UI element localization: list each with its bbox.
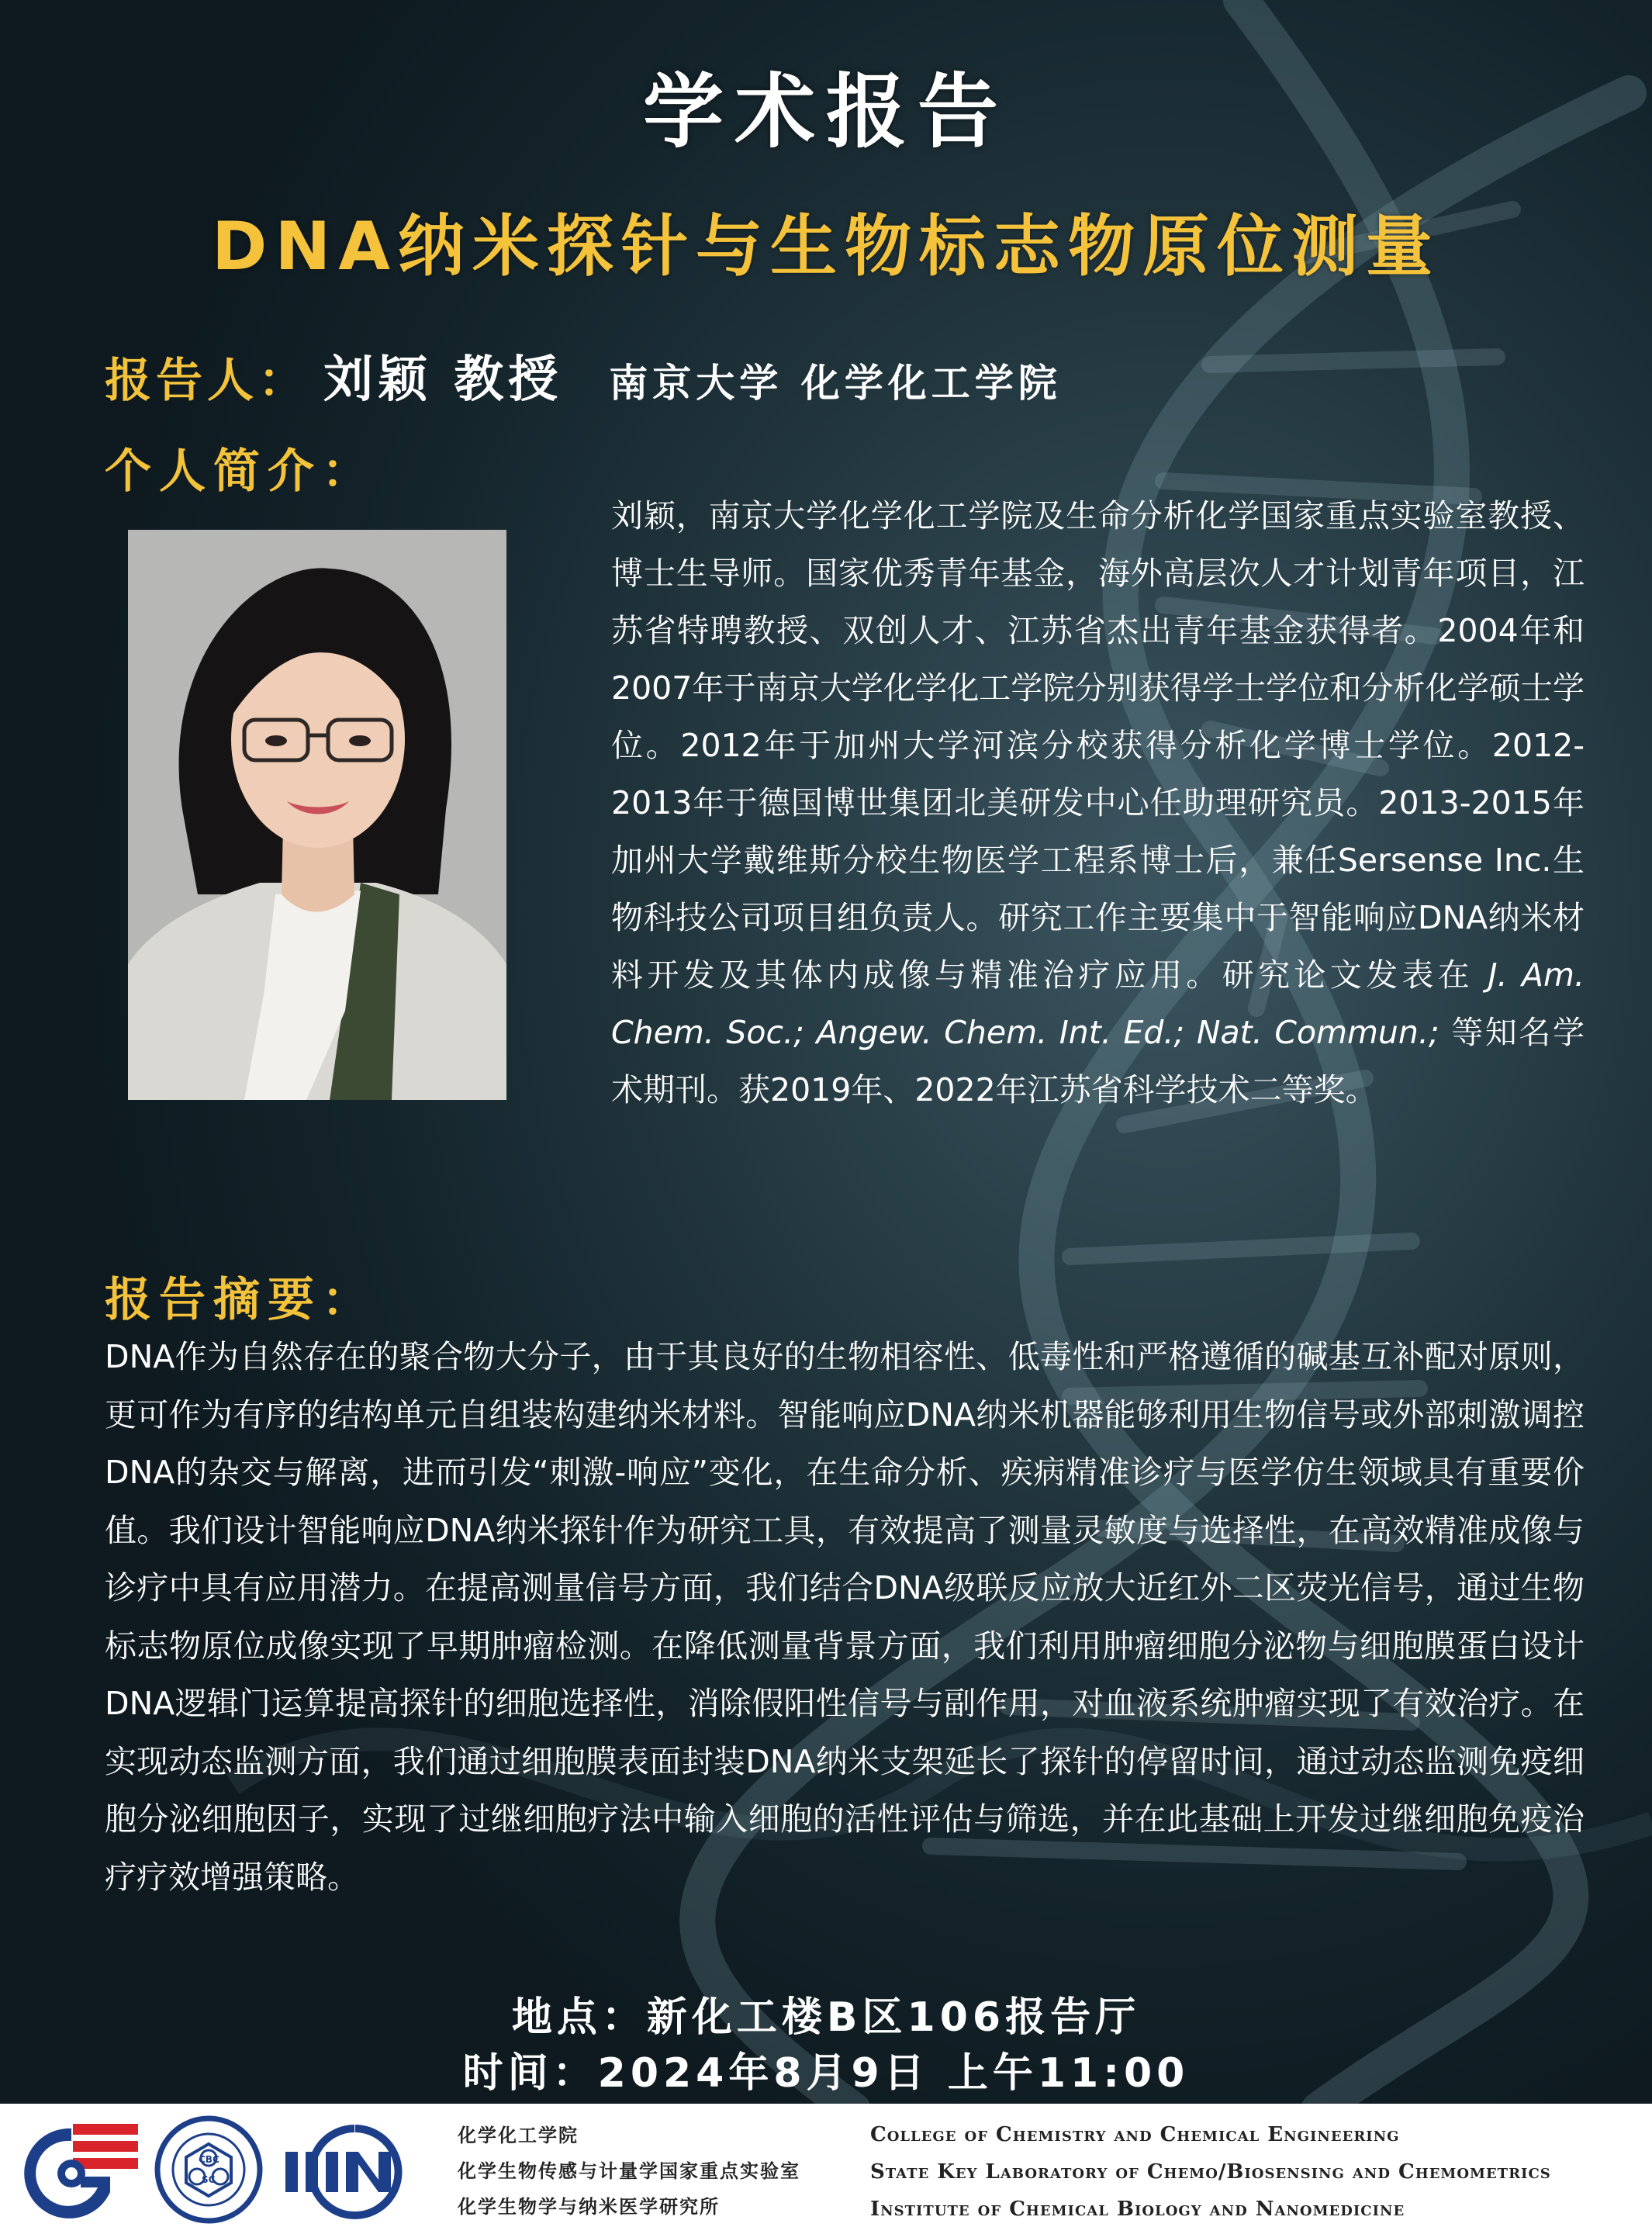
poster-title: 学术报告: [642, 64, 1009, 159]
seal-text-cbc: CBC: [199, 2154, 219, 2165]
event-venue: 地点：新化工楼B区106报告厅: [511, 1994, 1141, 2041]
abstract-heading: 报告摘要：: [105, 1273, 376, 1327]
bio-journals: J. Am. Chem. Soc.; Angew. Chem. Int. Ed.; Nat. Commun.;: [611, 956, 1585, 1051]
event-time: 时间：2024年8月9日 上午11:00: [462, 2050, 1190, 2097]
speaker-line: [105, 340, 1062, 411]
portrait-illustration: [128, 530, 506, 1100]
footer-en-line-2: State Key Laboratory of Chemo/Biosensing and Chemometrics: [870, 2160, 1551, 2184]
seal-text-sc: SC: [202, 2174, 216, 2185]
footer-en-names: [870, 2116, 1551, 2228]
abstract-text: DNA作为自然存在的聚合物大分子，由于其良好的生物相容性、低毒性和严格遵循的碱基互补配对原则，更可作为有序的结构单元自组装构建纳米材料。智能响应DNA纳米机器能够利用生物信号或外部刺激调控DNA的杂交与解离，进而引发“刺激-响应”变化，在生命分析、疾病精准诊疗与医学仿生领域具有重要价值。我们设计智能响应DNA纳米探针作为研究工具，有效提高了测量灵敏度与选择性，在高效精准成像与诊疗中具有应用潜力。在提高测量信号方面，我们结合DNA级联反应放大近红外二区荧光信号，通过生物标志物原位成像实现了早期肿瘤检测。在降低测量背景方面，我们利用肿瘤细胞分泌物与细胞膜蛋白设计DNA逻辑门运算提高探针的细胞选择性，消除假阳性信号与副作用，对血液系统肿瘤实现了有效治疗。在实现动态监测方面，我们通过细胞膜表面封装DNA纳米支架延长了探针的停留时间，通过动态监测免疫细胞分泌细胞因子，实现了过继细胞疗法中输入细胞的活性评估与筛选，并在此基础上开发过继细胞免疫治疗疗效增强策略。: [105, 1338, 1585, 1896]
bio-heading: 个人简介：: [105, 444, 376, 499]
speaker-label: 报告人：: [105, 354, 309, 408]
speaker-name: 刘颖 教授: [323, 351, 563, 409]
footer-cn-line-2: 化学生物传感与计量学国家重点实验室: [458, 2160, 800, 2182]
speaker-portrait: [128, 530, 506, 1100]
talk-title: DNA纳米探针与生物标志物原位测量: [212, 208, 1440, 285]
state-key-lab-seal-icon: [154, 2115, 264, 2225]
footer-cn-line-3: 化学生物学与纳米医学研究所: [458, 2195, 720, 2218]
footer: [0, 2104, 1652, 2234]
college-logo-icon: [17, 2121, 141, 2218]
footer-en-line-3: Institute of Chemical Biology and Nanomedicine: [870, 2198, 1405, 2221]
footer-en-line-1: College of Chemistry and Chemical Engineering: [870, 2123, 1400, 2146]
speaker-affiliation: 南京大学 化学化工学院: [609, 360, 1062, 406]
bio-text-part-2: 等知名学术期刊。获2019年、2022年江苏省科学技术二等奖。: [611, 1014, 1585, 1108]
footer-cn-line-1: 化学化工学院: [458, 2124, 579, 2146]
bio-text-part-1: 刘颖，南京大学化学化工学院及生命分析化学国家重点实验室教授、博士生导师。国家优秀青年基金，海外高层次人才计划青年项目，江苏省特聘教授、双创人才、江苏省杰出青年基金获得者。2004年和2007年于南京大学化学化工学院分别获得学士学位和分析化学硕士学位。2012年于加州大学河滨分校获得分析化学博士学位。2012-2013年于德国博世集团北美研发中心任助理研究员。2013-2015年加州大学戴维斯分校生物医学工程系博士后，兼任Sersense Inc.生物科技公司项目组负责人。研究工作主要集中于智能响应DNA纳米材料开发及其体内成像与精准治疗应用。研究论文发表在: [611, 497, 1585, 994]
footer-cn-names: [458, 2118, 800, 2225]
bio-text: [611, 487, 1585, 1119]
institute-logo-icon: [281, 2119, 436, 2220]
